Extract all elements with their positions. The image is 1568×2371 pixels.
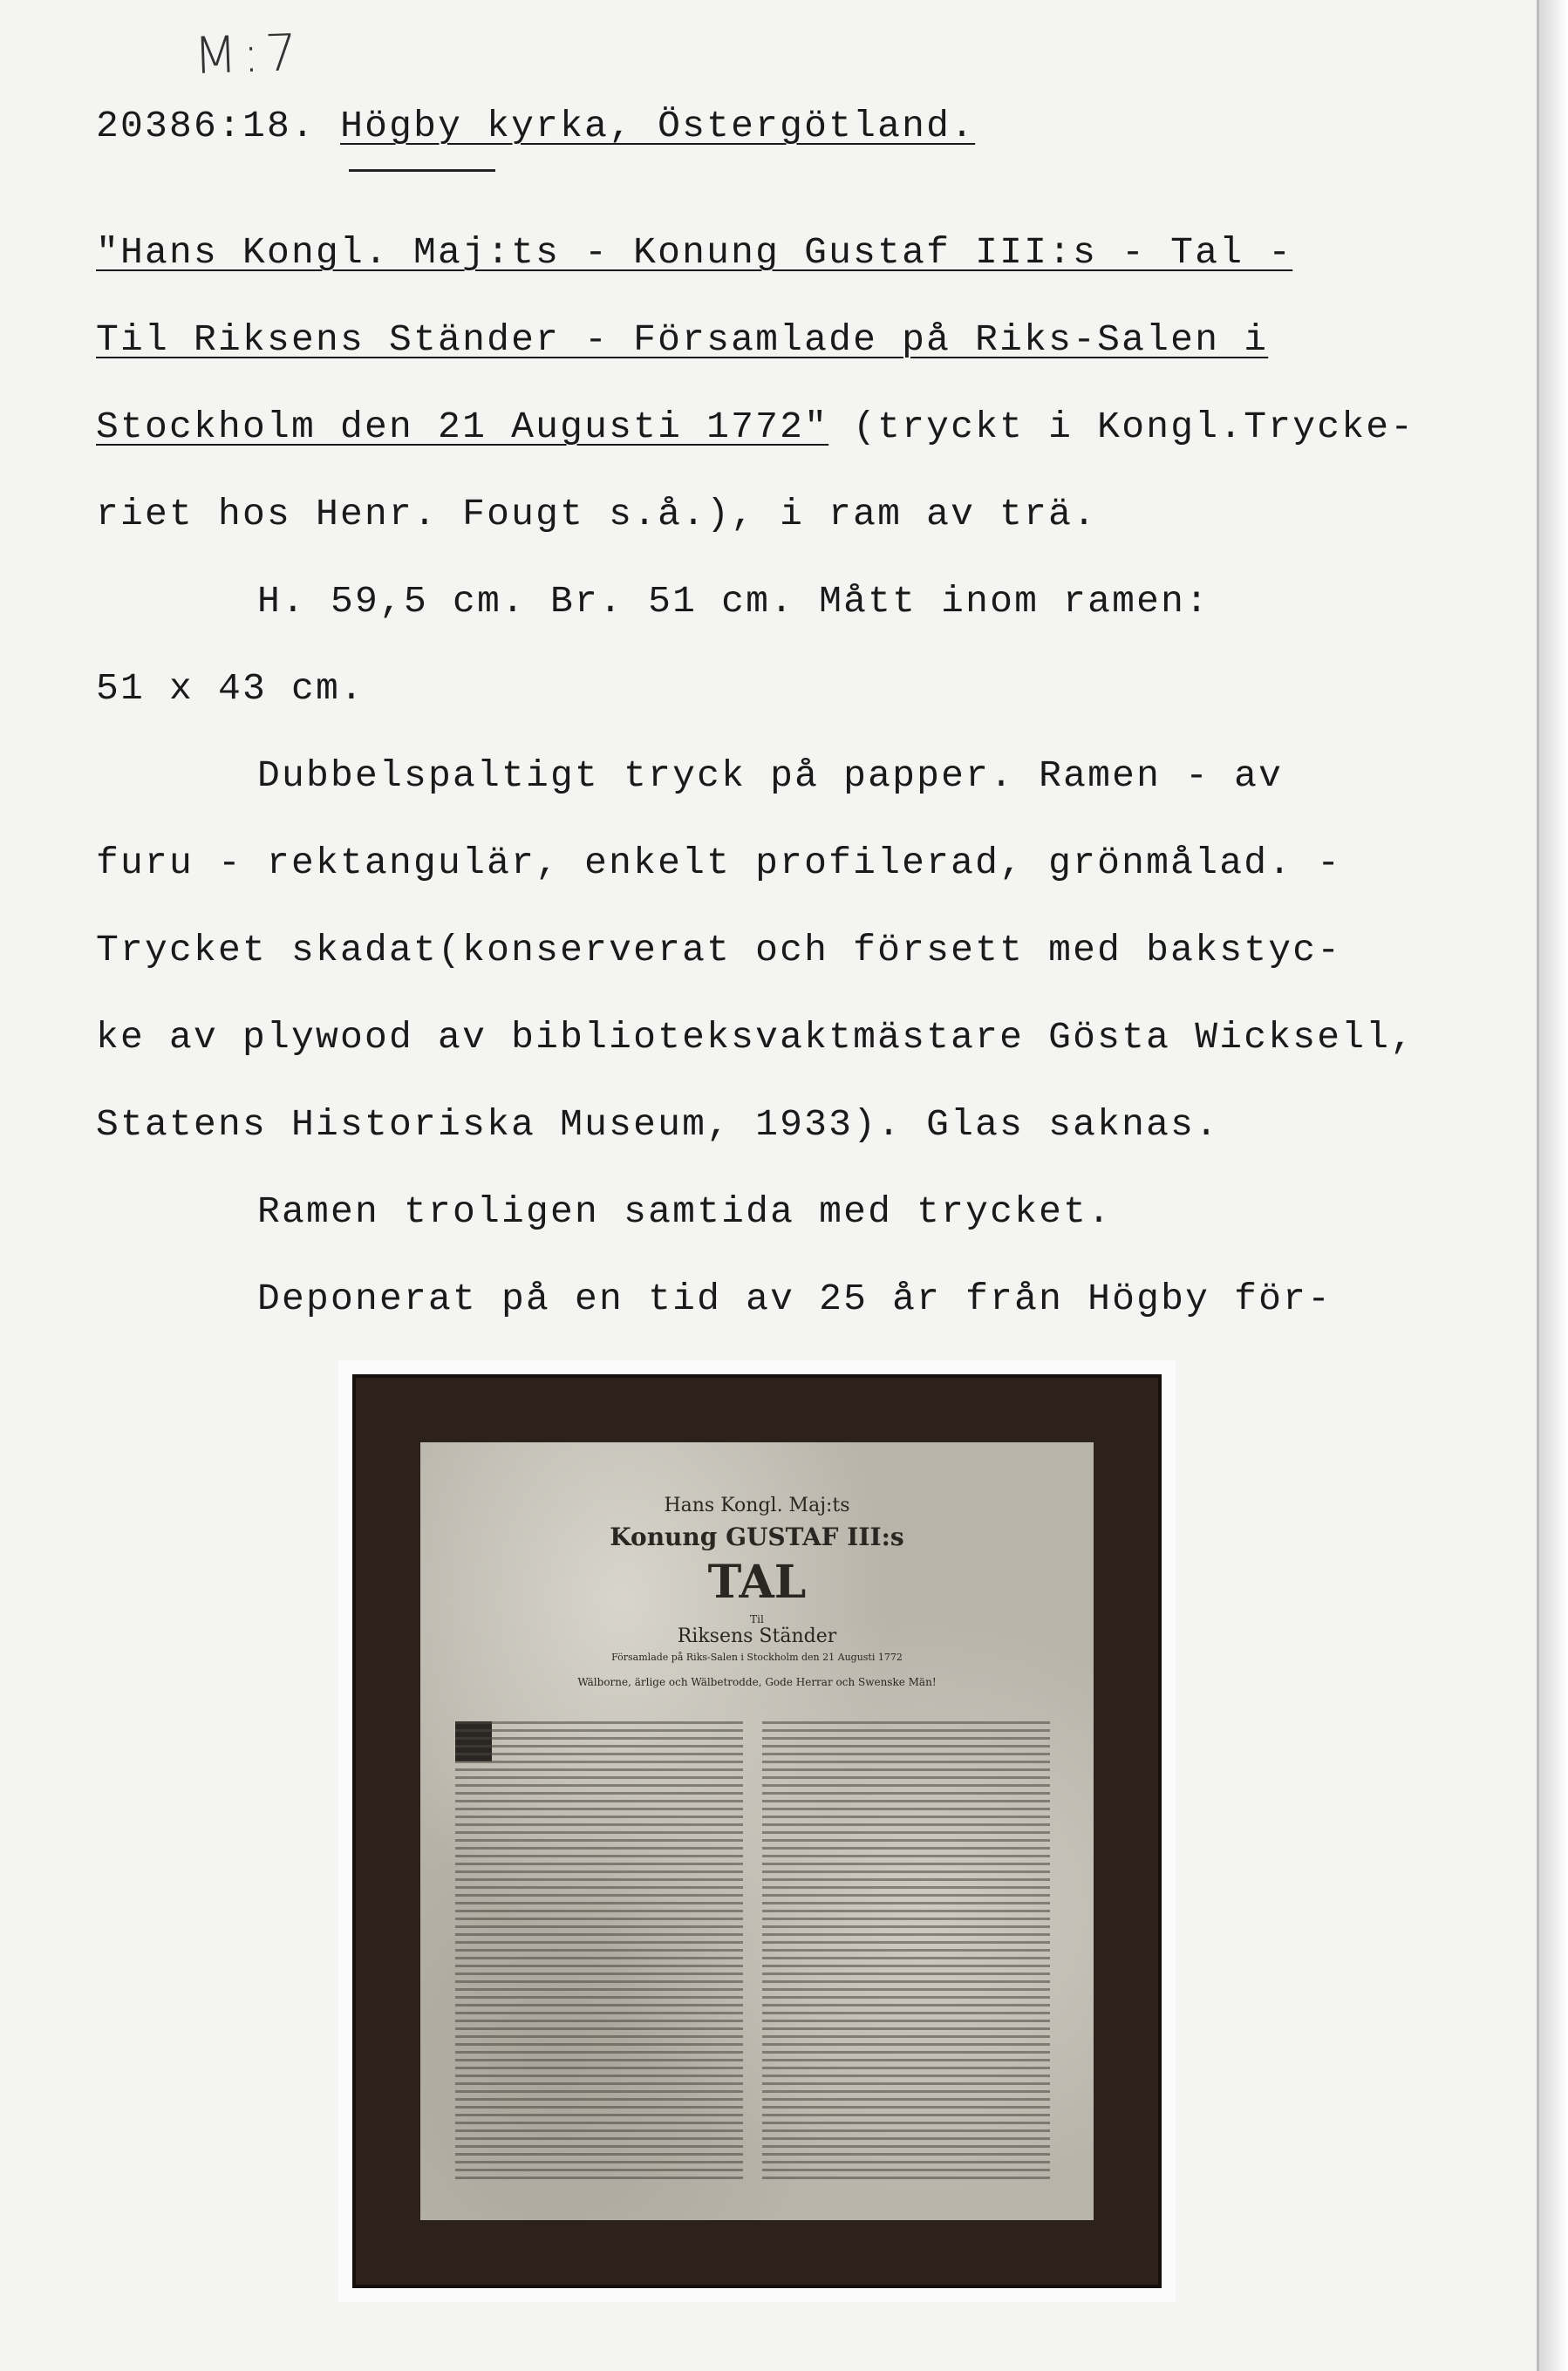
title-line-3-underlined: Stockholm den 21 Augusti 1772"	[96, 405, 829, 448]
text-line-13: Deponerat på en tid av 25 år från Högby för-	[257, 1277, 1333, 1320]
handwritten-reference: M:7	[192, 22, 303, 86]
text-line-11: Statens Historiska Museum, 1933). Glas saknas.	[96, 1103, 1220, 1146]
wooden-frame	[356, 1378, 1158, 2285]
title-line-3	[96, 405, 1415, 448]
text-line-9: Trycket skadat(konserverat och försett med bakstyc-	[96, 929, 1342, 971]
print-line-5: Riksens Ständer	[677, 1625, 837, 1647]
title-line-1: "Hans Kongl. Maj:ts - Konung Gustaf III:s - Tal -	[96, 231, 1293, 274]
text-line-8: furu - rektangulär, enkelt profilerad, grönmålad. -	[96, 841, 1342, 884]
title-line-2: Til Riksens Ständer - Församlade på Riks-Salen i	[96, 318, 1269, 361]
heading-place: Högby kyrka, Östergötland.	[340, 105, 976, 147]
heading-line	[96, 105, 975, 147]
text-line-10: ke av plywood av biblioteksvaktmästare Gösta Wicksell,	[96, 1016, 1415, 1059]
heading-rule	[349, 169, 495, 172]
framed-print-photo	[338, 1360, 1176, 2302]
print-line-1: Hans Kongl. Maj:ts	[664, 1495, 850, 1516]
print-line-6: Församlade på Riks-Salen i Stockholm den 21 Augusti 1772	[611, 1652, 903, 1663]
text-line-5: H. 59,5 cm. Br. 51 cm. Mått inom ramen:	[257, 580, 1210, 623]
print-column-left	[455, 1721, 743, 2184]
card-edge-shadow	[1539, 0, 1568, 2371]
title-line-3-rest: (tryckt i Kongl.Trycke-	[828, 405, 1415, 448]
printed-sheet	[420, 1442, 1094, 2220]
print-line-7: Wälborne, ärlige och Wälbetrodde, Gode Herrar och Swenske Män!	[577, 1676, 937, 1688]
print-line-3: TAL	[707, 1556, 807, 1609]
text-line-7: Dubbelspaltigt tryck på papper. Ramen - av	[257, 754, 1284, 797]
text-line-4: riet hos Henr. Fougt s.å.), i ram av trä.	[96, 493, 1098, 535]
catalog-number: 20386:18.	[96, 105, 317, 147]
print-line-4: Til	[750, 1613, 764, 1625]
print-line-2: Konung GUSTAF III:s	[610, 1523, 904, 1551]
text-line-6: 51 x 43 cm.	[96, 667, 365, 710]
print-column-right	[762, 1721, 1050, 2184]
text-line-12: Ramen troligen samtida med trycket.	[257, 1190, 1113, 1233]
